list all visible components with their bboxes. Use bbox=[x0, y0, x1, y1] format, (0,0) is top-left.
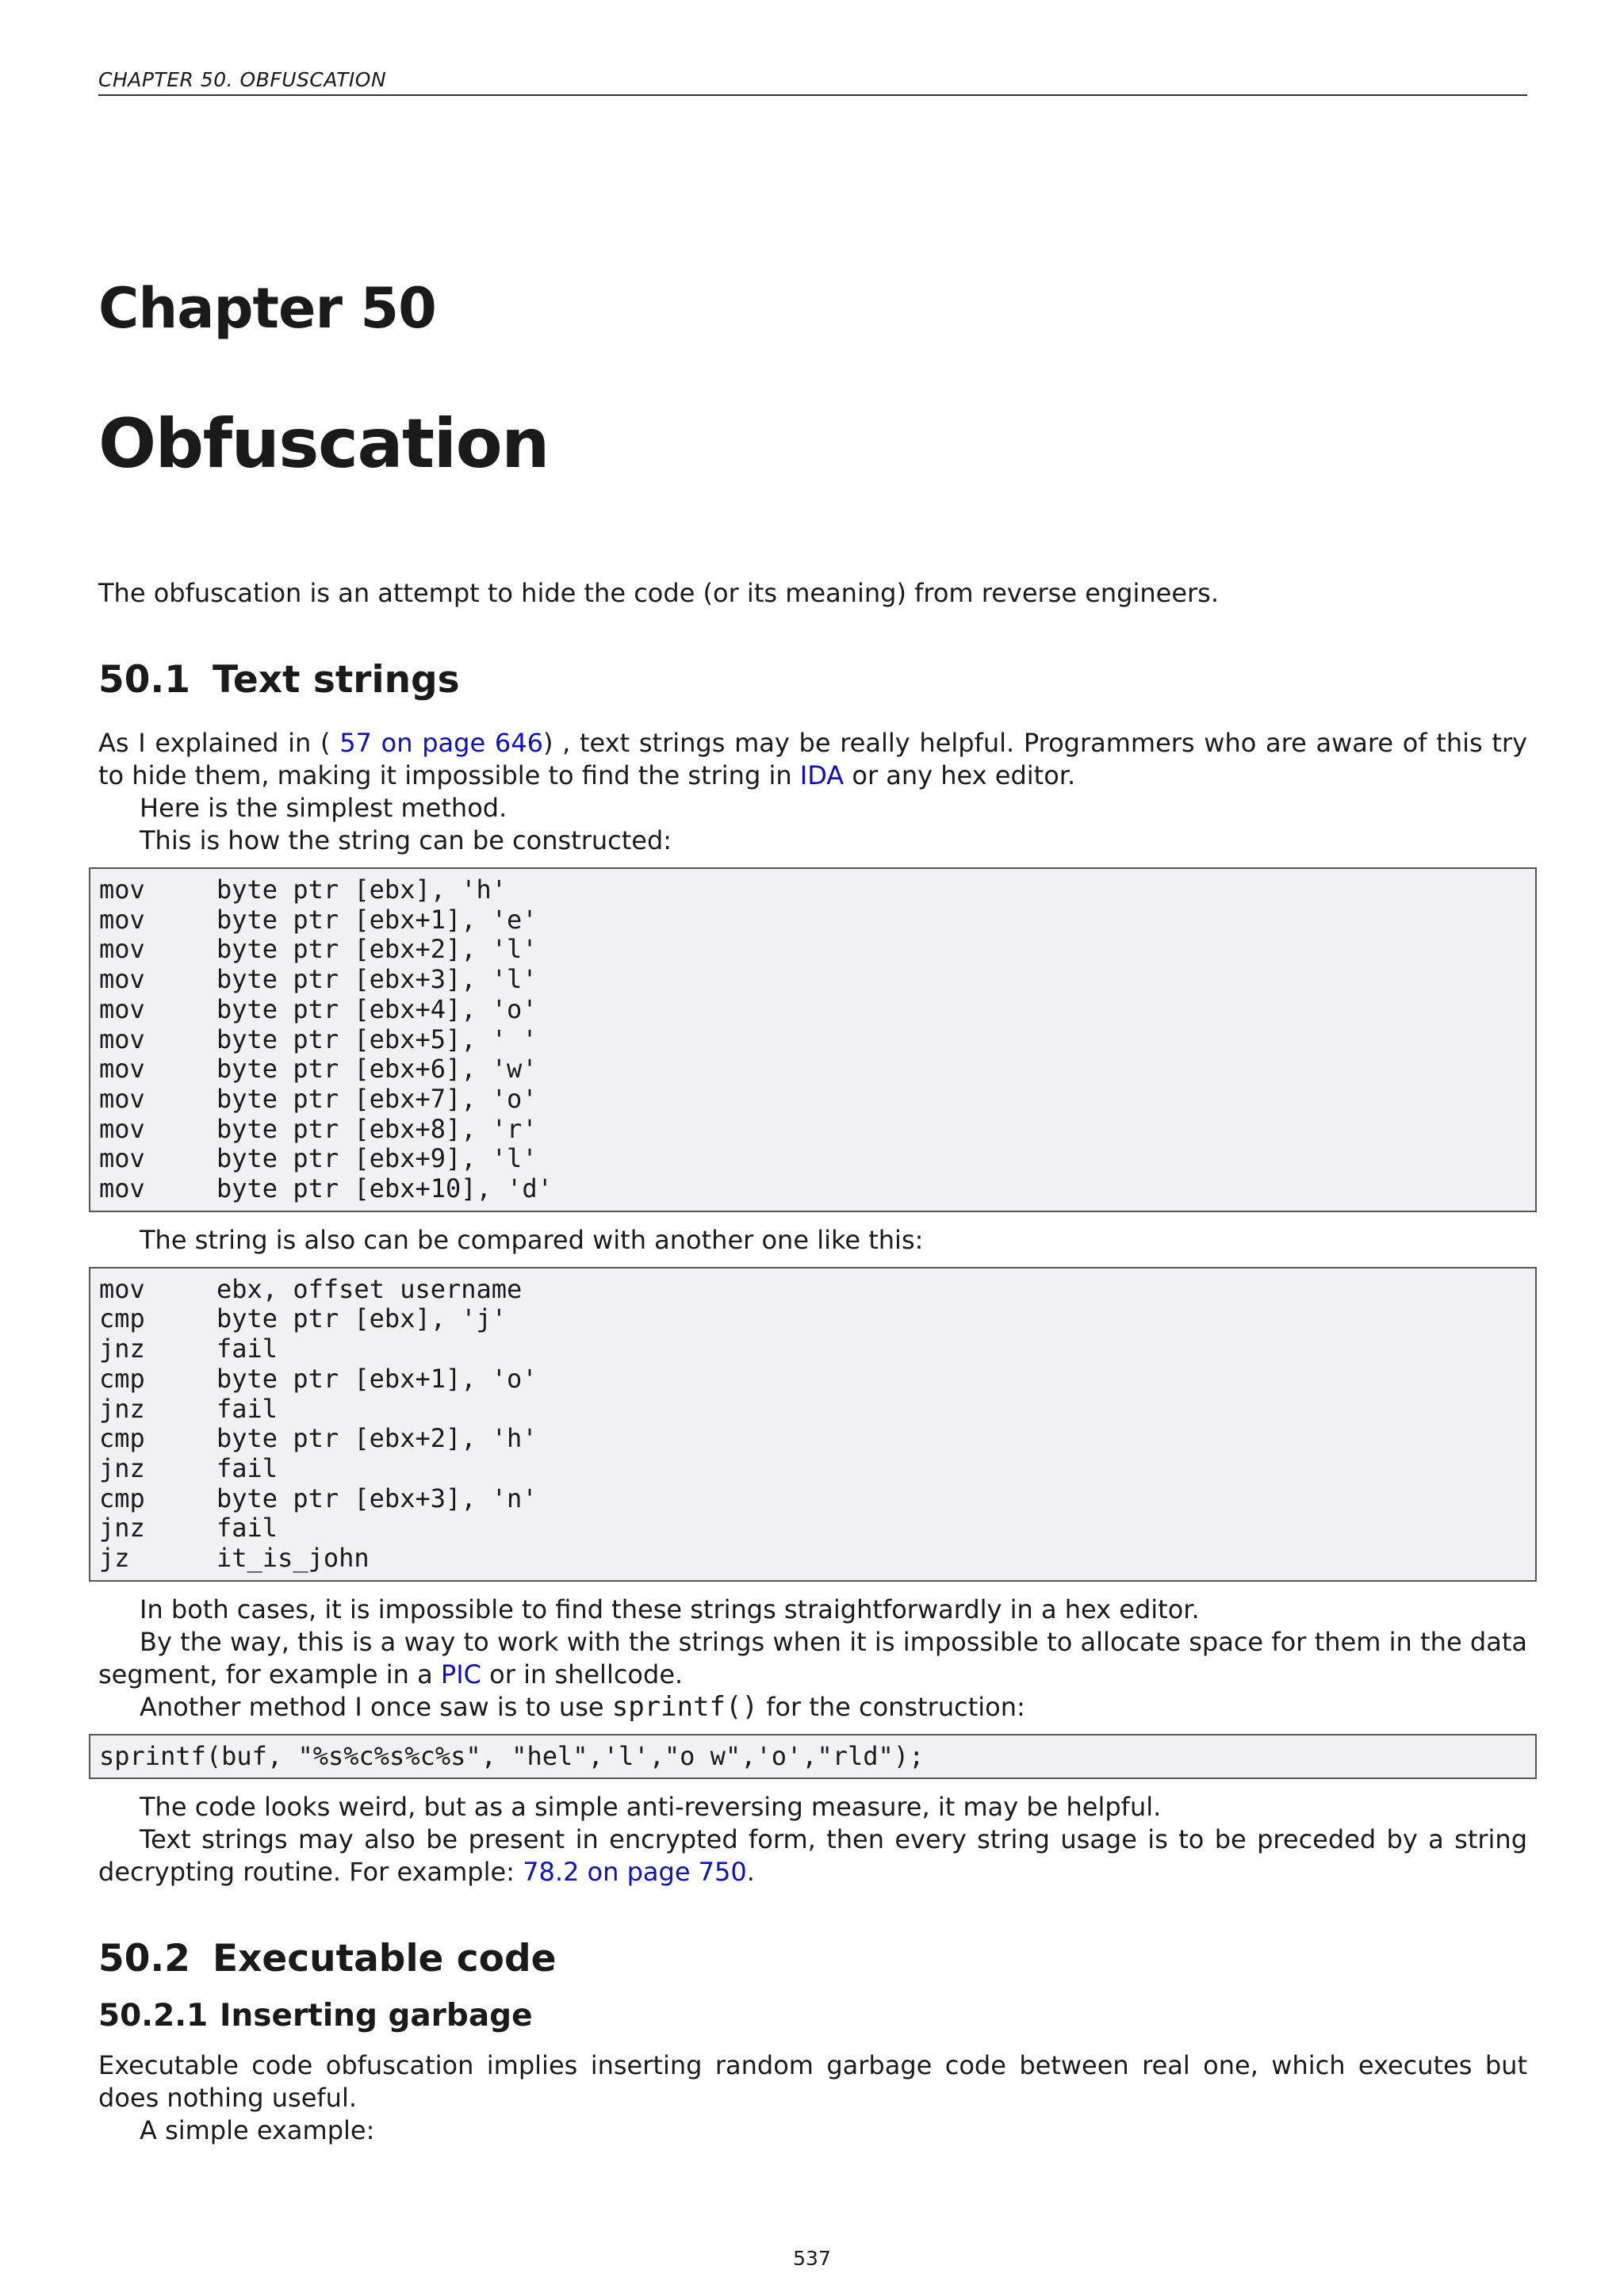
section-number: 50.2 bbox=[98, 1937, 190, 1981]
paragraph-both-cases: In both cases, it is impossible to find these strings straightforwardly in a hex editor. bbox=[140, 1594, 1200, 1624]
code-operands: byte ptr [ebx], 'h' bbox=[216, 874, 508, 905]
code-mnemonic: cmp bbox=[99, 1363, 145, 1394]
code-line bbox=[99, 965, 1526, 995]
code-operands: byte ptr [ebx+8], 'r' bbox=[216, 1113, 538, 1144]
code-operands: byte ptr [ebx+1], 'o' bbox=[216, 1363, 538, 1394]
code-operands: fail bbox=[216, 1513, 278, 1544]
code-line bbox=[99, 1424, 1526, 1454]
code-operands: byte ptr [ebx+9], 'l' bbox=[216, 1143, 538, 1174]
code-mnemonic: jnz bbox=[99, 1513, 145, 1544]
code-line bbox=[99, 1275, 1526, 1305]
code-mnemonic: jnz bbox=[99, 1334, 145, 1364]
code-operands: byte ptr [ebx+1], 'e' bbox=[216, 904, 538, 935]
code-operands: byte ptr [ebx+3], 'n' bbox=[216, 1483, 538, 1513]
code-line bbox=[99, 875, 1526, 905]
text-run: for the construction: bbox=[757, 1691, 1025, 1722]
code-operands: fail bbox=[216, 1393, 278, 1424]
code-listing-sprintf: sprintf(buf, "%s%c%s%c%s", "hel",'l',"o w",'o',"rld"); bbox=[89, 1734, 1537, 1780]
code-line bbox=[99, 1395, 1526, 1425]
code-operands: byte ptr [ebx+5], ' ' bbox=[216, 1024, 538, 1054]
cross-reference-link[interactable]: 57 on page 646 bbox=[339, 728, 543, 758]
code-line bbox=[99, 1364, 1526, 1395]
section-title: Text strings bbox=[213, 658, 460, 702]
intro-paragraph: The obfuscation is an attempt to hide the code (or its meaning) from reverse engineers. bbox=[98, 578, 1220, 608]
section-title: Executable code bbox=[213, 1937, 557, 1981]
code-operands: fail bbox=[216, 1334, 278, 1364]
text-run: or any hex editor. bbox=[844, 760, 1076, 790]
code-mnemonic: mov bbox=[99, 1173, 145, 1204]
paragraph-by-the-way bbox=[98, 1626, 1527, 1691]
paragraph-encrypted-strings bbox=[98, 1823, 1527, 1888]
paragraph-text-strings-intro bbox=[98, 727, 1527, 792]
code-line bbox=[99, 1025, 1526, 1055]
code-line bbox=[99, 1544, 1526, 1574]
code-line bbox=[99, 1304, 1526, 1334]
glossary-link-pic[interactable]: PIC bbox=[440, 1659, 481, 1689]
text-run: Another method I once saw is to use bbox=[140, 1691, 612, 1722]
code-line bbox=[99, 1054, 1526, 1085]
code-operands: it_is_john bbox=[216, 1543, 370, 1574]
code-line bbox=[99, 1085, 1526, 1115]
code-line bbox=[99, 1334, 1526, 1364]
code-operands: byte ptr [ebx+4], 'o' bbox=[216, 993, 538, 1024]
code-operands: fail bbox=[216, 1452, 278, 1483]
code-line bbox=[99, 1144, 1526, 1174]
text-run: Text strings may also be present in encrypted form, then every string usage is to be preceded by a string decrypting routine. For example: bbox=[98, 1824, 1527, 1888]
chapter-title: Obfuscation bbox=[98, 404, 549, 484]
code-line bbox=[99, 1174, 1526, 1204]
code-mnemonic: mov bbox=[99, 1273, 145, 1304]
running-header: CHAPTER 50. OBFUSCATION bbox=[98, 68, 1527, 96]
section-heading-executable-code bbox=[98, 1937, 1527, 1980]
code-mnemonic: mov bbox=[99, 1083, 145, 1114]
code-mnemonic: mov bbox=[99, 1024, 145, 1054]
code-mnemonic: mov bbox=[99, 1054, 145, 1085]
text-run: As I explained in ( bbox=[98, 728, 340, 758]
cross-reference-link[interactable]: 78.2 on page 750 bbox=[523, 1857, 747, 1888]
main-content bbox=[98, 577, 1527, 2147]
chapter-label: Chapter 50 bbox=[98, 276, 436, 341]
paragraph-code-looks-weird: The code looks weird, but as a simple anti-reversing measure, it may be helpful. bbox=[140, 1792, 1162, 1823]
text-run: . bbox=[746, 1857, 755, 1888]
code-operands: byte ptr [ebx+6], 'w' bbox=[216, 1054, 538, 1085]
code-line bbox=[99, 995, 1526, 1025]
paragraph-compare-string: The string is also can be compared with another one like this: bbox=[140, 1224, 924, 1255]
code-listing-compare bbox=[89, 1267, 1537, 1582]
subsection-title: Inserting garbage bbox=[220, 1998, 533, 2034]
paragraph-simplest-method: Here is the simplest method. bbox=[140, 793, 508, 823]
code-mnemonic: mov bbox=[99, 904, 145, 935]
text-run: By the way, this is a way to work with the strings when it is impossible to allocate space for them in the data segment, for example in a bbox=[98, 1626, 1527, 1689]
code-line bbox=[99, 1484, 1526, 1514]
text-run: ) , text strings may be really helpful. Programmers who are aware of this try to hide them, making it impossible to find the string in bbox=[98, 728, 1528, 790]
code-mnemonic: cmp bbox=[99, 1483, 145, 1513]
code-mnemonic: mov bbox=[99, 1113, 145, 1144]
code-mnemonic: mov bbox=[99, 1143, 145, 1174]
subsection-number: 50.2.1 bbox=[98, 1998, 209, 2034]
code-listing-construct bbox=[89, 867, 1537, 1212]
code-mnemonic: mov bbox=[99, 964, 145, 995]
page-number: 537 bbox=[793, 2247, 831, 2270]
code-line bbox=[99, 1513, 1526, 1544]
code-line bbox=[99, 905, 1526, 936]
section-number: 50.1 bbox=[98, 658, 190, 702]
code-mnemonic: jnz bbox=[99, 1393, 145, 1424]
text-run: or in shellcode. bbox=[481, 1659, 684, 1689]
code-line bbox=[99, 1454, 1526, 1484]
paragraph-code-obfuscation: Executable code obfuscation implies inserting random garbage code between real one, which executes but does nothing useful. bbox=[98, 2050, 1527, 2114]
code-mnemonic: cmp bbox=[99, 1423, 145, 1454]
code-operands: byte ptr [ebx+7], 'o' bbox=[216, 1083, 538, 1114]
section-heading-text-strings bbox=[98, 658, 1527, 702]
code-operands: byte ptr [ebx], 'j' bbox=[216, 1303, 508, 1334]
paragraph-construct-string: This is how the string can be constructed: bbox=[140, 825, 672, 855]
code-operands: byte ptr [ebx+3], 'l' bbox=[216, 964, 538, 995]
code-mnemonic: mov bbox=[99, 993, 145, 1024]
inline-code-sprintf: sprintf() bbox=[611, 1690, 758, 1723]
code-operands: byte ptr [ebx+10], 'd' bbox=[216, 1173, 553, 1204]
paragraph-another-method bbox=[98, 1691, 1527, 1724]
subsection-heading-inserting-garbage bbox=[98, 1998, 1527, 2034]
code-mnemonic: cmp bbox=[99, 1303, 145, 1334]
code-operands: ebx, offset username bbox=[216, 1273, 523, 1304]
glossary-link-ida[interactable]: IDA bbox=[799, 760, 845, 790]
paragraph-simple-example: A simple example: bbox=[140, 2115, 375, 2146]
code-line bbox=[99, 1115, 1526, 1145]
code-mnemonic: jz bbox=[99, 1543, 130, 1574]
code-mnemonic: mov bbox=[99, 934, 145, 965]
code-operands: byte ptr [ebx+2], 'h' bbox=[216, 1423, 538, 1454]
code-mnemonic: jnz bbox=[99, 1452, 145, 1483]
code-line bbox=[99, 935, 1526, 965]
code-mnemonic: mov bbox=[99, 874, 145, 905]
code-operands: byte ptr [ebx+2], 'l' bbox=[216, 934, 538, 965]
